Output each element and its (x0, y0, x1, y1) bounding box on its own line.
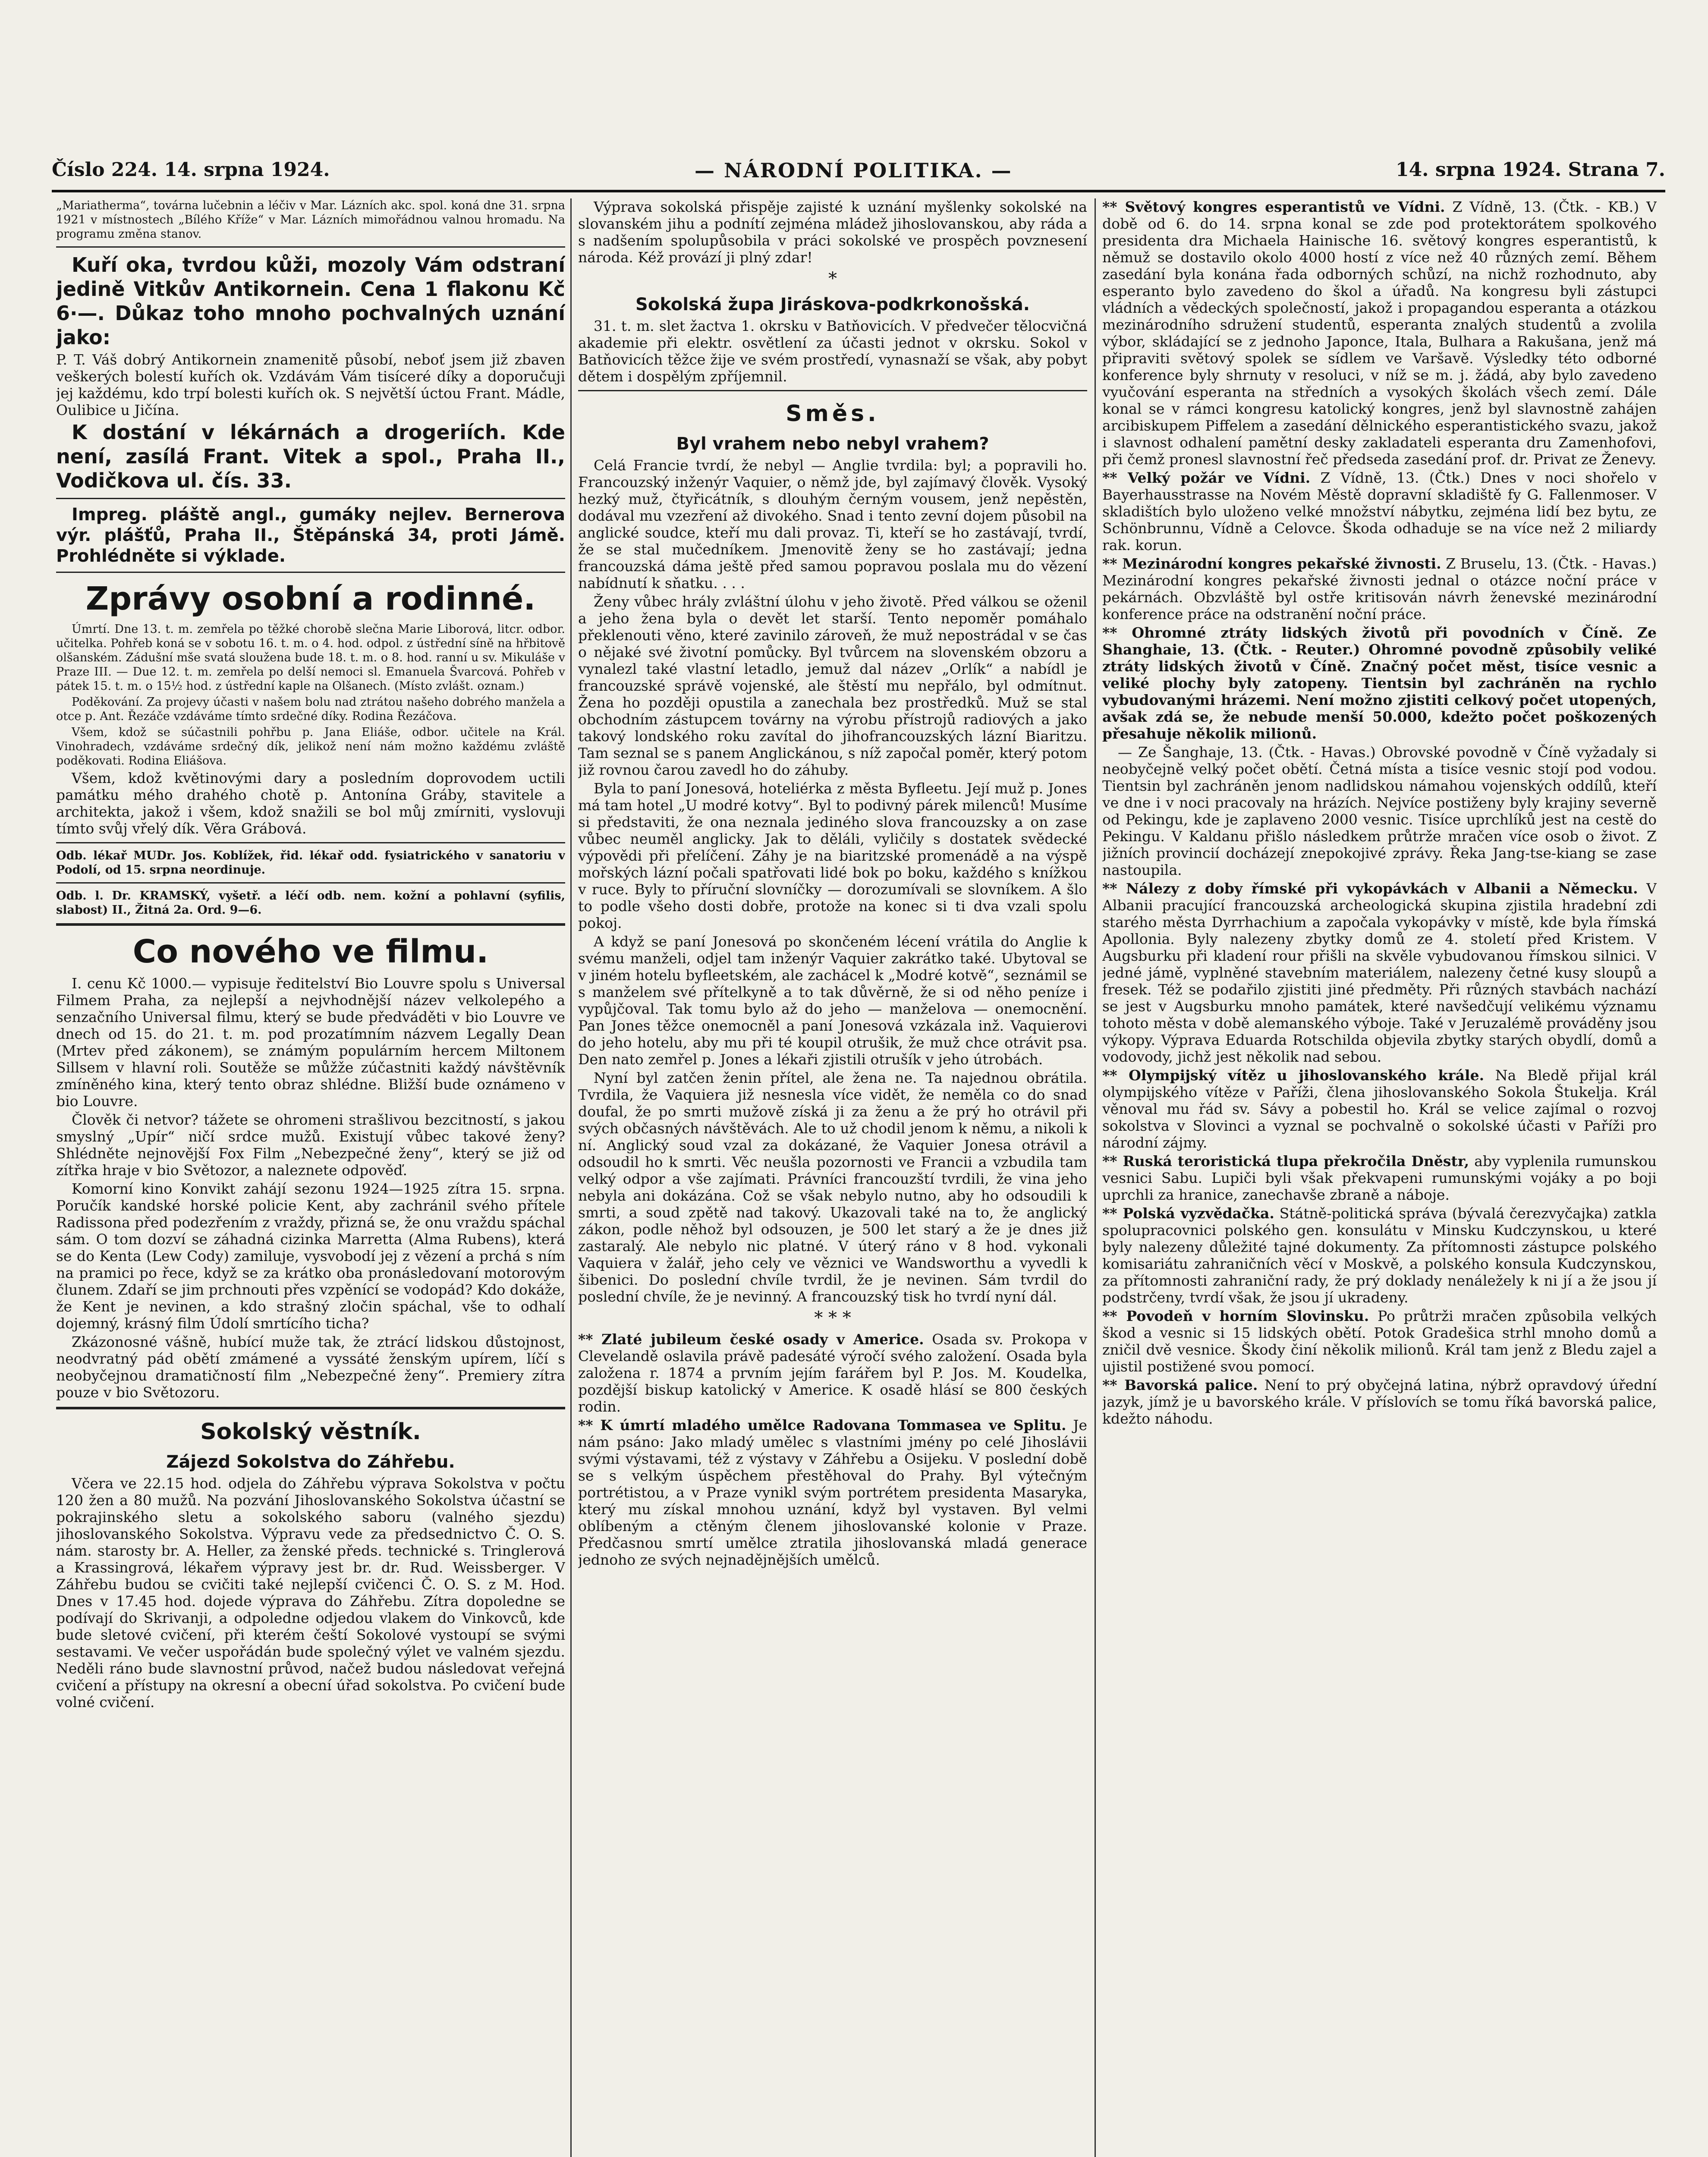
separator-stars: * * * (814, 1308, 851, 1328)
fire-heading: ** Velký požár ve Vídni. (1102, 469, 1311, 486)
column-3 (1102, 198, 1657, 2157)
sokol-article: Včera ve 22.15 hod. odjela do Záhřebu výprava Sokolstva v počtu 120 žen a 80 mužů. Na pozvání Jihoslovanského Sokolstva účastní se pokrajinského sletu a sokolského saboru (valného sjezdu) jihoslovanského Sokolstva. Výpravu vede za předsednictvo Č. O. S. nám. starosty br. A. Heller, za ženské předs. technické s. Tringlerová a Krassingrová, lékařem výpravy jest br. dr. Rud. Weissberger. V Záhřebu budou se cvičiti také nejlepší cvičenci Č. O. S. z M. Hod. Dnes v 17.45 hod. dojede výprava do Záhřebu. Zítra dopoledne se podívají do Skrivanji, a odpoledne odjedou vlakem do Vinkovců, kde bude sletové cvičení, při kterém čeští Sokolové vystoupí se svými sestavami. Ve večer uspořádán bude společný výlet ve valném sjezdu. Neděli ráno bude slavnostní průvod, načež budou následovat veřejná cvičení a přístupy na okresní a obecní úřad sokolstva. Po cvičení bude volné cvičení. (56, 1475, 565, 1711)
china-article: Ze Shanghaie, 13. (Čtk. - Reuter.) Ohromné povodně způsobily veliké ztráty lidských životů v Číně. Značný počet měst, tisíce vesnic a veliké plochy byly zatopeny. Tientsin byl zachráněn na rychlo vybudovanými hrázemi. Není možno zjistiti celkový počet utopených, avšak zdá se, že nebude menší 50.000, kdežto počet poškozených přesahuje několik milionů. (1102, 624, 1657, 742)
sokol-subheading: Zájezd Sokolstva do Záhřebu. (166, 1452, 455, 1472)
ad-antikornein-head: Kuří oka, tvrdou kůži, mozoly Vám odstraní jedině Vitkův Antikornein. Cena 1 flakonu Kč 6·—. Důkaz toho mnoho pochvalných uznání jako: (56, 253, 565, 349)
olympic-heading: ** Olympijský vítěz u jihoslovanského krále. (1102, 1067, 1485, 1084)
tommaseo-heading: ** K úmrtí mladého umělce Radovana Tommasea ve Splitu. (578, 1417, 1066, 1434)
spy-heading: ** Polská vyzvědačka. (1102, 1205, 1274, 1222)
section-heading-personal: Zprávy osobní a rodinné. (85, 580, 536, 617)
column-2 (578, 198, 1087, 2157)
column-1 (56, 198, 565, 2157)
page-header (52, 159, 1665, 185)
ad-antikornein-body: P. T. Váš dobrý Antikornein znamenitě působí, neboť jsem již zbaven veškerých bolestí kuřích ok. Vzdávám Vám tisíceré díky a doporučuji jej každému, kdo trpí bolesti kuřích ok. S největší úctou Frant. Mádle, Oulibice u Jičína. (56, 351, 565, 418)
film-item: Komorní kino Konvikt zahájí sezonu 1924—1925 zítra 15. srpna. Poručík kandské horské policie Kent, aby zachránil svého přítele Radissona před podezřením z vraždy, přizná se, že onu vraždu spáchal sám. O tom dozví se záhadná cizinka Marretta (Alma Rubens), která se do Kenta (Lew Cody) zamiluje, vysvobodí jej z vězení a prchá s ním na pramici po řece, když se za krátko oba pronásledovaní motorovým člunem. Zdaří se jim prchnouti přes vzpěnící se vodopád? Kdo dokáže, že Kent je nevinen, a kdo strašný zločin spáchal, vše to odhalí dojemný, krásný film Údolí smrtícího ticha? (56, 1180, 565, 1332)
smes-paragraph: Ženy vůbec hrály zvláštní úlohu v jeho životě. Před válkou se oženil a jeho žena byla o devět let starší. Tento nepoměr pomáhalo překlenouti věno, které zavinilo zároveň, že muž nepostrádal v se čas o nějaké své životní pomůcky. Byl tvůrcem na slovenském obzoru a vynalezl také vlastní letadlo, jemuž dal název „Orlík“ a nabídl je francouzské správě vojenské, ale štěstí mu nepřálo, byl odmítnut. Žena ho později opustila a zanechala bez prostředků. Muž se stal obchodním zástupcem továrny na výrobu přístrojů radiových a jako takový londského roku zavítal do jihofrancouzských lázní Biaritzu. Tam seznal se s panem Anglickánou, s níž započal poměr, který potom již rovnou čarou zavedl ho do záhuby. (578, 593, 1087, 778)
flood-heading: ** Povodeň v horním Slovinsku. (1102, 1308, 1369, 1324)
divider (56, 572, 565, 573)
page-number: 14. srpna 1924. Strana 7. (1395, 159, 1665, 181)
divider (56, 498, 565, 499)
divider (56, 842, 565, 843)
bakers-article: Z Bruselu, 13. (Čtk. - Havas.) Mezinárodní kongres pekařské živnosti jednal o otázce noční práce v pekárnách. Obzvláště byl ostře kritisován návrh ženevské mezinárodní konference práce na odstranění noční práce. (1102, 555, 1657, 623)
esperanto-heading: ** Světový kongres esperantistů ve Vídni. (1102, 198, 1445, 215)
column-divider (570, 198, 572, 2157)
flood-article: Po průtrži mračen způsobila velkých škod a vesnic si 15 lidských obětí. Potok Gradešica strhl mnoho domů a zničil dvě vesnice. Škody činí několik milionů. Král tam jenž z Bledu zajel a ujistil postižené svou pomocí. (1102, 1308, 1657, 1375)
smes-paragraph: A když se paní Jonesová po skončeném lécení vrátila do Anglie k svému manželi, odjel tam inženýr Vaquier zakrátko také. Ubytoval se v jiném hotelu byfleetském, ale zachácel k „Modré kotvě“, seznámil se s manželem své přítelkyně a to tak důvěrně, že si od něho peníze i vypůjčoval. Tak tomu bylo až do jeho — manželova — onemocnění. Pan Jones těžce onemocněl a paní Jonesová vzkázala inž. Vaquierovi do jeho hotelu, aby mu při té koupil otrušik, že muž chce otrávit psa. Den nato zemřel p. Jones a lékaři zjistili otrušík v jeho útrobách. (578, 933, 1087, 1068)
separator-stars: * (828, 269, 837, 289)
divider (56, 246, 565, 248)
notice-thanks-grabova: Všem, kdož květinovými dary a posledním doprovodem uctili památku mého drahého chotě p. Antonína Gráby, stavitele a architekta, jakož i všem, kdož snažili se bol můj zmírniti, vyslovuji tímto svůj vřelý dík. Věra Grábová. (56, 770, 565, 837)
ad-mariatherma: „Mariatherma“, továrna lučebnin a léčiv v Mar. Lázních akc. spol. koná dne 31. srpna 1921 v místnostech „Bílého Kříže“ v Mar. Lázních mimořádnou valnou hromadu. Na programu změna stanov. (56, 199, 565, 241)
ad-antikornein-tail: K dostání v lékárnách a drogeriích. Kde není, zasílá Frant. Vitek a spol., Praha II., Vodičkova ul. čís. 33. (56, 421, 565, 492)
column-divider (1095, 198, 1096, 2157)
terror-article: aby vyplenila rumunskou vesnici Sabu. Lupiči byli však překvapeni rumunskými vojáky a po boji uprchli za hranice, zanechavše zbraně a náboje. (1102, 1153, 1657, 1203)
divider (56, 923, 565, 926)
film-item: Zkázonosné vášně, hubící muže tak, že ztrácí lidskou důstojnost, neodvratný pád obětí zmámené a vyssáté ženským upírem, líčí s neobyčejnou dramatičností film „Nebezpečné ženy“. Premiery zítra pouze v bio Světozoru. (56, 1333, 565, 1401)
notice-thanks-eliasova: Všem, kdož se súčastnili pohřbu p. Jana Eliáše, odbor. učitele na Král. Vinohradech, vzdáváme srdečný dík, jelikož není nám možno každému zvláště poděkovati. Rodina Eliášova. (56, 726, 565, 767)
divider (56, 1407, 565, 1409)
bavarian-heading: ** Bavorská palice. (1102, 1377, 1258, 1393)
finds-heading: ** Nálezy z doby římské při vykopávkách v Albanii a Německu. (1102, 880, 1638, 897)
issue-date: Číslo 224. 14. srpna 1924. (52, 159, 330, 181)
notice-thanks: Poděkování. Za projevy účasti v našem bolu nad ztrátou našeho dobrého manžela a otce p. Ant. Řezáče vzdáváme tímto srdečné díky. Rodina Řezáčova. (56, 695, 565, 723)
china-article-2: — Ze Šanghaje, 13. (Čtk. - Havas.) Obrovské povodně v Číně vyžadaly si neobyčejně velký počet obětí. Četná místa a tisíce vesnic stojí pod vodou. Tientsin byl zachráněn jenom nadlidskou námahou vojenských oddílů, kteří ve dne i v noci pracovaly na hrázích. Nejvíce postiženy byly krajiny severně od Pekingu, kde je zaplaveno 2000 vesnic. Tisíce uprchlíků jest na cestě do Pekingu. V Kaldanu přišlo následkem průtrže mračen více osob o život. Z jižních provincií docházejí znepokojivé zprávy. Řeka Jang-tse-kiang se zase nastoupila. (1102, 744, 1657, 878)
section-heading-film: Co nového ve filmu. (132, 933, 489, 970)
fire-article: Z Vídně, 13. (Čtk.) Dnes v noci shořelo v Bayerhausstrasse na Novém Městě dopravní skladiště fy G. Fallenmoser. V skladištích bylo uloženo velké množství nábytku, zejména lidí bez bytu, ze Schönbrunnu, Vídně a Celovce. Škoda odhaduje se na více než 2 miliardy rak. korun. (1102, 469, 1657, 553)
notice-deaths: Úmrtí. Dne 13. t. m. zemřela po těžké chorobě slečna Marie Liborová, litcr. odbor. učitelka. Pohřeb koná se v sobotu 16. t. m. o 4. hod. odpol. z ústřední síně na hřbitově olšanském. Zádušní mše svatá sloužena bude 18. t. m. o 8. hod. ranní u sv. Mikuláše v Praze III. — Due 12. t. m. zemřela po delší nemoci sl. Emanuela Švarcová. Pohřeb v pátek 15. t. m. o 15½ hod. z ústřední kaple na Olšanech. (Místo zvlášt. oznam.) (56, 623, 565, 693)
spy-article: Státně-politická správa (bývalá čerezvyčajka) zatkla spolupracovnici polského gen. konsulátu v Minsku Kudczynskou, u které byly nalezeny důležité tajné dokumenty. Za přítomnosti zástupce polského komisariátu zahraničních věcí v Moskvě, a polského konsula Kudczynskou, za přítomnosti zahraniční rady, že prý doklady nenáležely k ni jí a že jsou jí podstrčeny, tvrdí však, že jsou jí ukradeny. (1102, 1205, 1657, 1306)
jubilee-article: Osada sv. Prokopa v Clevelandě oslavila právě padesáté výročí svého založení. Osada byla založena r. 1874 a prvním jejím farářem byl P. Jos. M. Koudelka, pozdější biskup katolický v Americe. K osadě hlásí se 800 českých rodin. (578, 1331, 1087, 1415)
jubilee-heading: ** Zlaté jubileum české osady v Americe. (578, 1331, 924, 1348)
terror-heading: ** Ruská teroristická tlupa překročila Dněstr, (1102, 1153, 1469, 1170)
divider (578, 390, 1087, 391)
masthead: — NÁRODNÍ POLITIKA. — (695, 159, 1013, 182)
section-heading-smes: Směs. (786, 401, 880, 427)
sokol-article-cont: Výprava sokolská přispěje zajisté k uznání myšlenky sokolské na slovanském jihu a podnítí zejména mládež jihoslovanskou, aby ráda a s nadšením spolupůsobila v práci sokolské ve prospěch povznesení národa. Kéž provází ji plný zdar! (578, 198, 1087, 266)
tommaseo-article: Je nám psáno: Jako mladý umělec s vlastními jmény po celé Jihoslávii svými výstavami, též z výstavy v Záhřebu a Osijeku. V poslední době se s velkým úspěchem přestěhoval do Prahy. Byl výtečným portrétistou, a v Praze vynikl svým portrétem presidenta Masaryka, který mu získal mnohou uznání, když byl vystaven. Byl velmi oblíbeným a ctěným členem jihoslovanské kolonie v Praze. Předčasnou smrtí umělce ztratila jihoslovanská mladá generace jednoho ze svých nejnadějnějších umělců. (578, 1417, 1087, 1568)
smes-paragraph: Nyní byl zatčen ženin přítel, ale žena ne. Ta najednou obrátila. Tvrdila, že Vaquiera již nesnesla více vidět, že neměla co do snad doufal, že po smrti mužově získá ji za ženu a že prý ho otrávil při svých občasných návštěvách. Ale to už chodil jenom k němu, a nikoli k ní. Anglický soud vzal za dokázané, že Vaquier Jonesa otrávil a odsoudil ho k smrti. Věc neušla pozornosti ve Francii a vzbudila tam velký odpor a vše zajímati. Právníci francouzští tvrdili, že vina jeho nebyla ani dokázána. Což se však nebylo nutno, aby ho odsoudili k smrti, a soud zpětě nad takový. Ukazovali také na to, že anglický zákon, podle něhož byl odsouzen, je 500 let starý a že je dnes již zastaralý. Ale nebylo nic platné. V úterý ráno v 8 hod. vykonali Vaquiera v žalář, jeho cely ve věznici ve Wandsworthu a vyvedli k šibenici. Do poslední chvíle tvrdil, že je nevinen. Sám tvrdil do poslední chvíle, že je nevinný. A francouzský tisk ho tvrdí nyní dál. (578, 1069, 1087, 1305)
zupa-heading: Sokolská župa Jiráskova-podkrkonošská. (635, 295, 1030, 314)
olympic-article: Na Bledě přijal král olympijského vítěze v Paříži, člena jihoslovanského Sokola Štukelja. Král věnoval mu řád sv. Sávy a pobestil ho. Král se velice zajímal o rozvoj sokolstva v Slovinci a vyznal se pochvalně o sokolské účasti v Paříži pro národní zájmy. (1102, 1067, 1657, 1151)
bavarian-article: Není to prý obyčejná latina, nýbrž opravdový úřední jazyk, jímž je u bavorského krále. V příslovích se tomu říká bavorská palice, kdežto náhodu. (1102, 1377, 1657, 1427)
smes-paragraph: Celá Francie tvrdí, že nebyl — Anglie tvrdila: byl; a popravili ho. Francouzský inženýr Vaquier, o němž jde, byl zajímavý člověk. Vysoký hezký muž, čtyřicátník, s dlouhým černým vousem, jenž nepěstěn, dodával mu vzezření až divokého. Snad i tento zevní dojem působil na anglické soudce, kteří mu dali provaz. Ti, kteří se ho zastávají, tvrdí, že se stal mučedníkem. Jmenovitě ženy se ho zastávají; jedna francouzská dáma ještě před samou popravou poslala mu do vězení nabídnutí k sňatku. . . . (578, 457, 1087, 591)
film-item: I. cenu Kč 1000.— vypisuje ředitelství Bio Louvre spolu s Universal Filmem Praha, za nejlepší a nejvhodnější název velkolepého a senzačního Universal filmu, který se bude předváděti v bio Louvre ve dnech od 15. do 21. t. m. pod prozatímním názvem Legally Dean (Mrtev před zákonem), se známým populárním hercem Miltonem Sillsem v hlavní roli. Soutěže se můžže zúčastniti každý návštěvník zmíněného kina, který tento obraz shlédne. Bližší bude oznámeno v bio Louvre. (56, 975, 565, 1110)
ad-impreg: Impreg. pláště angl., gumáky nejlev. Bernerova výr. plášťů, Praha II., Štěpánská 34, proti Jámě. Prohlédněte si výklade. (56, 505, 565, 566)
section-heading-sokol: Sokolský věstník. (200, 1419, 421, 1445)
smes-subheading: Byl vrahem nebo nebyl vrahem? (676, 434, 989, 454)
finds-article: V Albanii pracující francouzská archeologická skupina zjistila hradební zdi starého města Dyrrhachium a započala vykopávky v místě, kde byla římská Apollonia. Byly nalezeny zbytky domů ze 4. století před Kristem. V Augsburku při kladení rour přišli na skvěle vybudovanou římskou silnici. V jedné jámě, vyplněné stavebním materiálem, nalezeny četné kusy sloupů a fresek. Též se podařilo zjistiti jiné předměty. Při různých stavbách nachází se jest v Augsburku mnoho památek, které navšedčují velikému významu tohoto města v době alemanského výboje. Také v Jeruzalémě prováděny jsou výkopy. Výprava Eduarda Rotschilda objevila zbytky starých obydlí, domů a vodovody, jichž jest několik nad sebou. (1102, 880, 1657, 1065)
ad-doctor-koblizek: Odb. lékař MUDr. Jos. Koblížek, řid. lékař odd. fysiatrického v sanatoriu v Podolí, od 15. srpna neordinuje. (56, 849, 565, 877)
smes-paragraph: Byla to paní Jonesová, hoteliérka z města Byfleetu. Její muž p. Jones má tam hotel „U modré kotvy“. Byl to podivný párek milenců! Musíme si představiti, že ona neznala jediného slova francouzsky a on zase vůbec neuměl anglicky. Jak to děláli, vyličily s dostatek svědecké výpovědi při přelíčení. Záhy je na biaritzské promenádě a na výspě mořských lázní počali spatřovati lidé bok po boku, každého s knížkou v ruce. Byly to příruční slovníčky — dorozumívali se slovníkem. A šlo to podle všeho dosti dobře, protože na konec si ti dva vzali spolu pokoj. (578, 780, 1087, 931)
zupa-article: 31. t. m. slet žactva 1. okrsku v Batňovicích. V předvečer tělocvičná akademie při elektr. osvětlení za účasti jednot v okrsku. Sokol v Batňovicích těžce žije ve svém prostředí, vynasnaží se však, aby pobyt dětem i dospělým zpříjemnil. (578, 318, 1087, 385)
esperanto-article: Z Vídně, 13. (Čtk. - KB.) V době od 6. do 14. srpna konal se zde pod protektorátem spolkového presidenta dra Michaela Hainische 16. světový kongres esperantistů, k němuž se dostavilo okolo 4000 hostí z více než 40 různých zemí. Během zasedání byla konána řada odborných schůzí, na nichž rozhodnuto, aby esperanto bylo zavedeno do škol a úřadů. Na kongresu byli zástupci vládních a vědeckých společností, jakož i propagandou esperanta a otázkou mezinárodního sdružení studentů, esperanta znalých studentů a zvolila výbor, skládající se z jednoho Japonce, Itala, Bulhara a Rakušana, jenž má připraviti světový spolek se sídlem ve Varšavě. Výsledky této odborné konference byly shrnuty v resoluci, v níž se m. j. žádá, aby bylo zavedeno vyučování esperanta na středních a vysokých školách všech zemí. Dále konal se v rámci kongresu katolický kongres, jenž byl slavnostně zahájen arcibiskupem Piffelem a zasedání dělnického esperantistického svazu, jakož i slavnost odhalení pamětní desky zakladateli esperanta dru Zamenhofovi, při čemž pronesl slavnostní řeč předseda zasedání prof. dr. Privat ze Ženevy. (1102, 198, 1657, 468)
divider (56, 882, 565, 884)
bakers-heading: ** Mezinárodní kongres pekařské živnosti. (1102, 555, 1441, 572)
ad-doctor-kramsky: Odb. l. Dr. KRAMSKÝ, vyšetř. a léčí odb. nem. kožní a pohlavní (syfilis, slabost) II., Žitná 2a. Ord. 9—6. (56, 889, 565, 917)
china-heading: ** Ohromné ztráty lidských životů při povodních v Číně. (1102, 624, 1623, 641)
film-item: Člověk či netvor? tážete se ohromeni strašlivou bezcitností, s jakou smyslný „Upír“ ničí srdce mužů. Existují vůbec takové ženy? Shlédněte nejnovější Fox Film „Nebezpečné ženy“, který se již od zítřka hraje v bio Světozor, a naleznete odpověď. (56, 1111, 565, 1179)
header-rule (52, 190, 1665, 192)
